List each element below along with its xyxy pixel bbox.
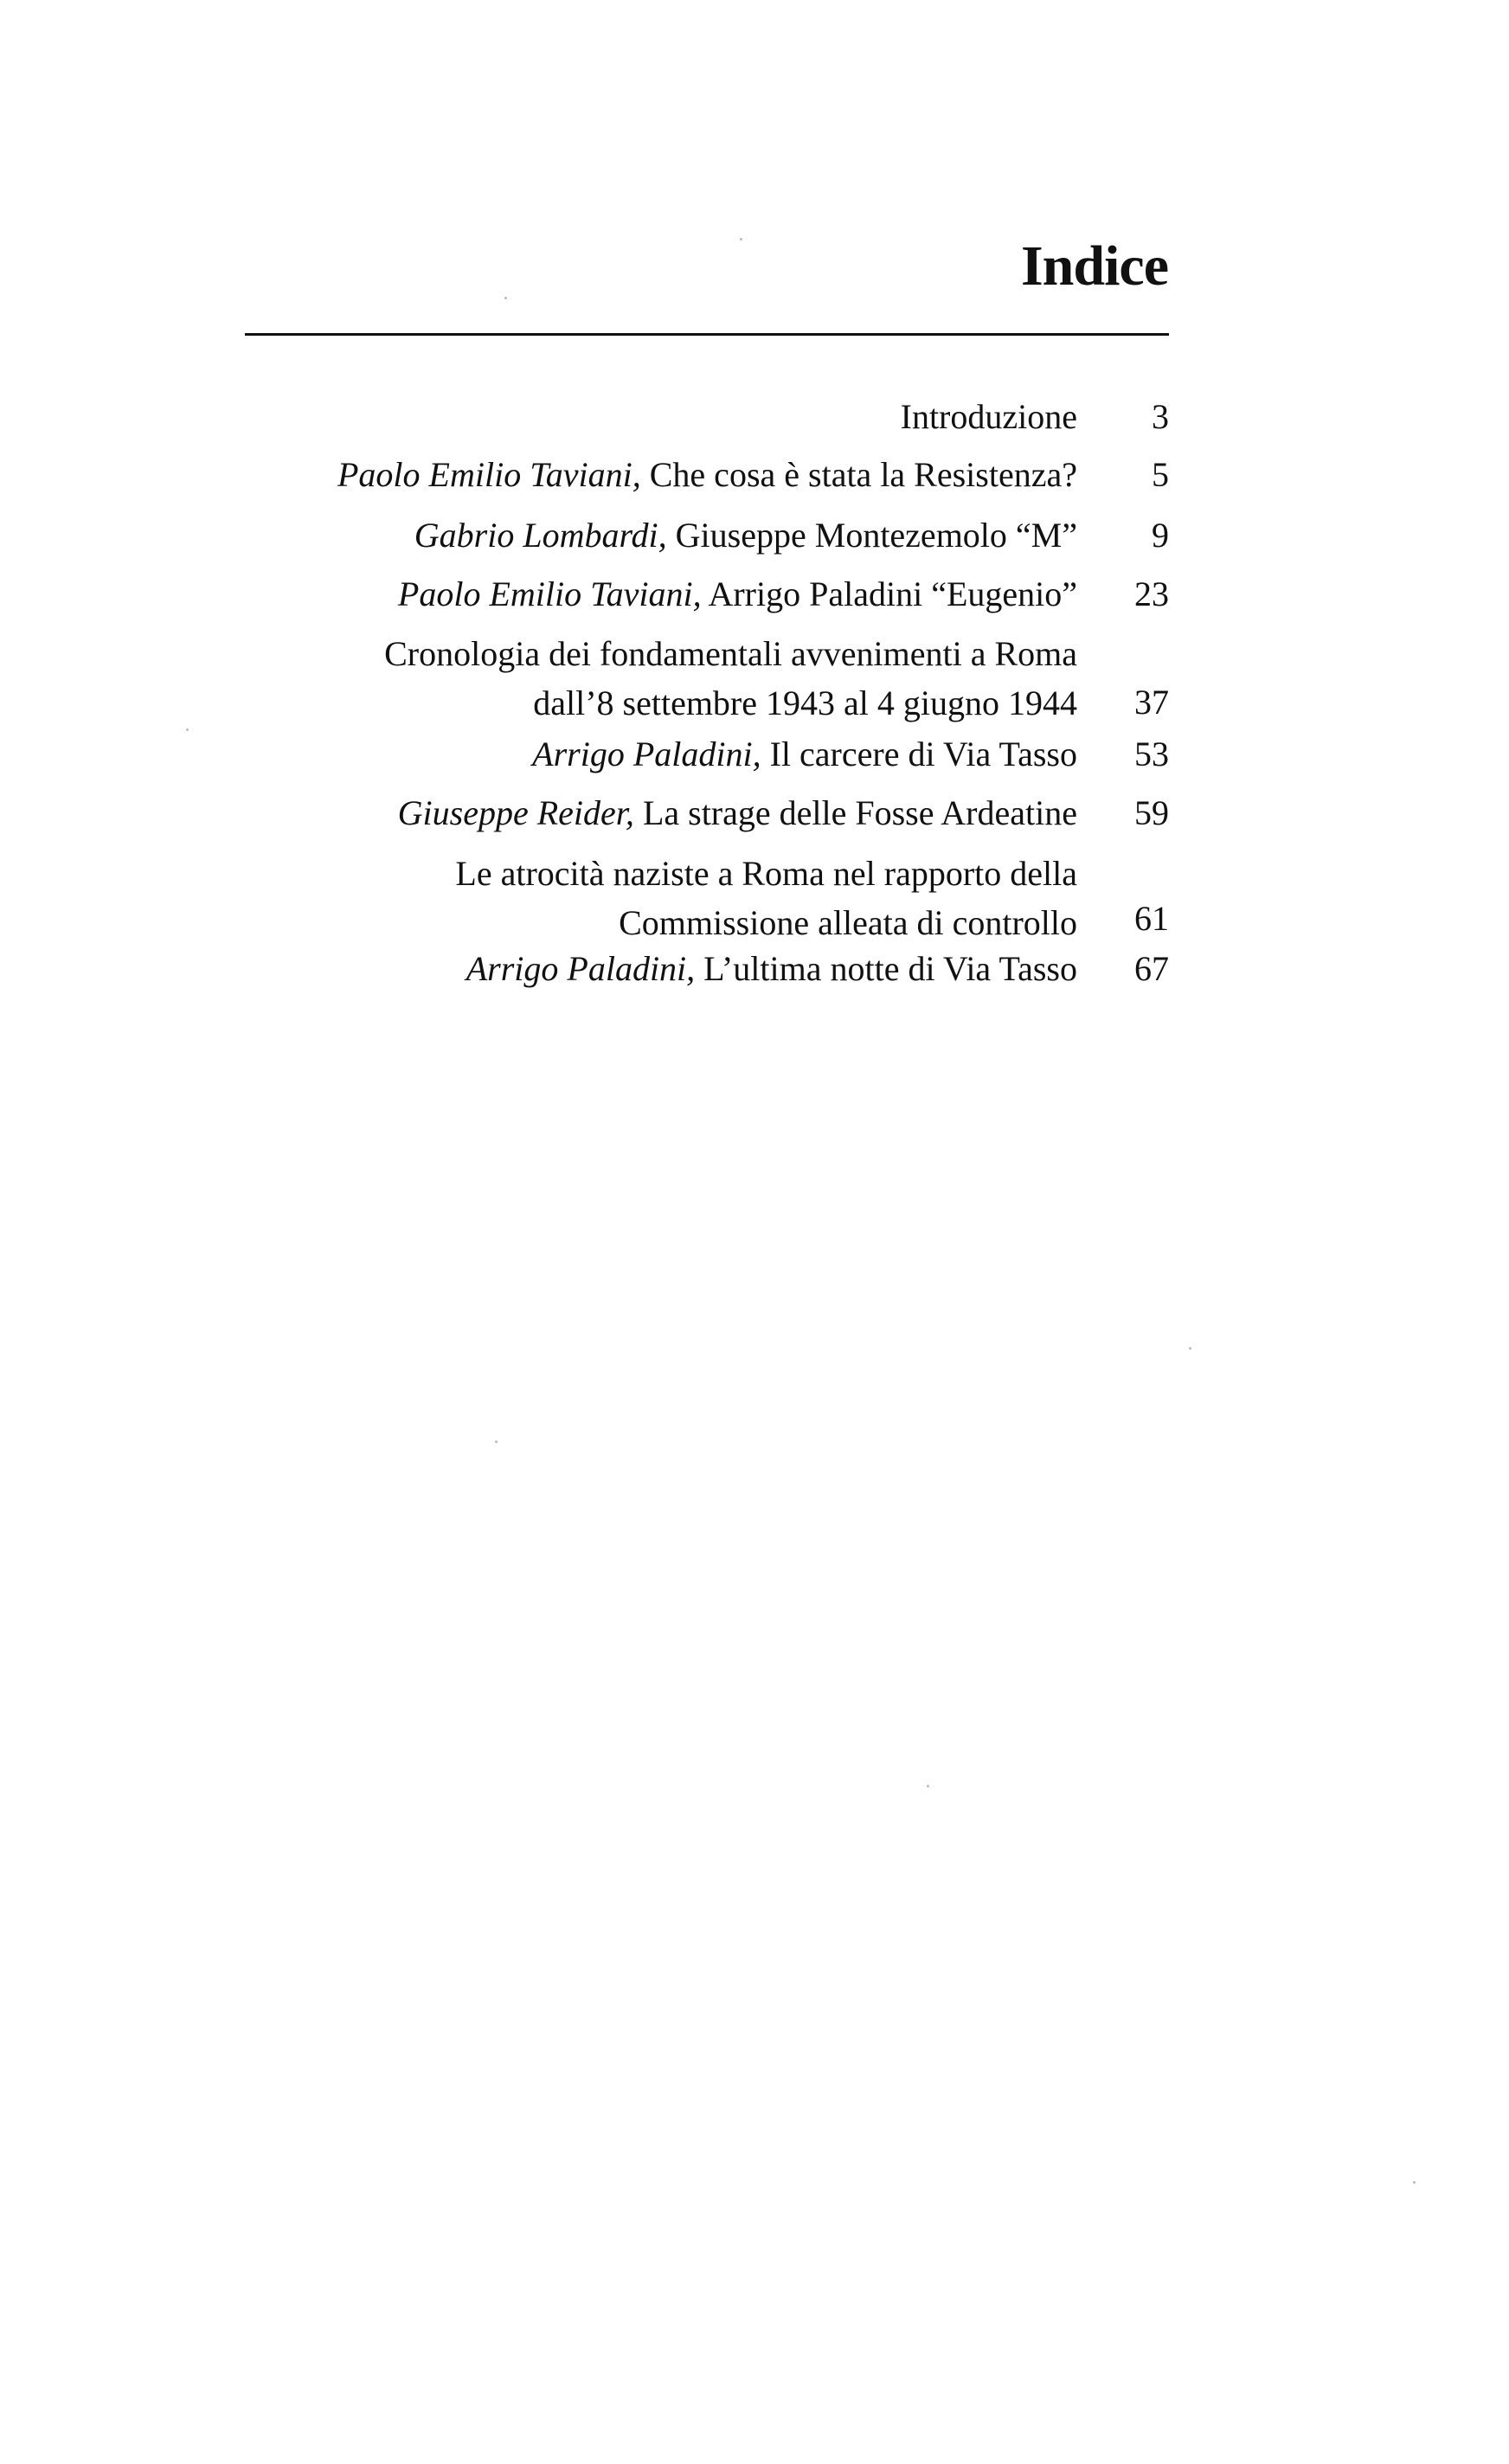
toc-entry-atrocita[interactable] — [245, 848, 1169, 945]
toc-entry-carcere[interactable] — [245, 728, 1169, 780]
toc-entry-author: Paolo Emilio Taviani, — [397, 574, 702, 613]
toc-entry-text — [414, 510, 1077, 561]
toc-entry-title-line2: Commissione alleata di controllo — [619, 903, 1077, 942]
toc-entry-author: Arrigo Paladini, — [466, 949, 696, 988]
toc-entry-author: Paolo Emilio Taviani, — [337, 455, 641, 494]
toc-entry-text — [455, 848, 1077, 949]
toc-entry-page: 3 — [1152, 397, 1169, 436]
toc-entry-montezemolo[interactable] — [245, 510, 1169, 561]
toc-entry-title: Le atrocità naziste a Roma nel rapporto della — [455, 854, 1077, 893]
scan-speck — [1413, 2181, 1416, 2184]
toc-entry-title: Giuseppe Montezemolo “M” — [675, 516, 1077, 555]
toc-entry-page: 23 — [1134, 574, 1169, 613]
toc-entry-introduzione[interactable] — [245, 391, 1169, 443]
page-title: Indice — [1020, 234, 1168, 298]
title-rule — [245, 333, 1169, 336]
scan-speck — [1189, 1347, 1191, 1350]
toc-entry-page: 53 — [1134, 735, 1169, 773]
toc-entry-text — [384, 628, 1077, 729]
toc-entry-page: 9 — [1152, 516, 1169, 555]
scan-speck — [495, 1441, 498, 1443]
toc-entry-page: 67 — [1134, 949, 1169, 988]
toc-entry-title: Arrigo Paladini “Eugenio” — [708, 574, 1077, 613]
scan-speck — [186, 728, 189, 731]
toc-entry-fosse-ardeatine[interactable] — [245, 787, 1169, 839]
toc-entry-page: 59 — [1134, 793, 1169, 832]
toc-entry-title: Che cosa è stata la Resistenza? — [649, 455, 1077, 494]
toc-entry-paladini-eugenio[interactable] — [245, 568, 1169, 620]
toc-entry-author: Arrigo Paladini, — [532, 735, 761, 773]
toc-entry-cronologia[interactable] — [245, 628, 1169, 728]
toc-entry-author: Gabrio Lombardi, — [414, 516, 667, 555]
toc-entry-text — [532, 728, 1077, 780]
toc-entry-title: Introduzione — [900, 397, 1077, 436]
toc-entry-title: La strage delle Fosse Ardeatine — [642, 793, 1077, 832]
toc-entry-text — [337, 449, 1077, 501]
toc-entry-page: 37 — [1134, 683, 1169, 722]
toc-entry-text — [901, 391, 1077, 443]
toc-entry-title: L’ultima notte di Via Tasso — [703, 949, 1077, 988]
toc-entry-text — [398, 787, 1077, 839]
toc-entry-title: Cronologia dei fondamentali avvenimenti a Roma — [384, 634, 1077, 673]
toc-entry-text — [466, 943, 1077, 995]
toc-entry-ultima-notte[interactable] — [245, 943, 1169, 995]
toc-entry-resistenza[interactable] — [245, 449, 1169, 501]
toc-entry-page: 61 — [1134, 899, 1169, 938]
toc-entry-text — [398, 568, 1077, 620]
scan-speck — [504, 297, 507, 299]
toc-entry-author: Giuseppe Reider, — [397, 793, 634, 832]
scan-speck — [740, 238, 742, 241]
toc-entry-title: Il carcere di Via Tasso — [769, 735, 1077, 773]
toc-entry-page: 5 — [1152, 455, 1169, 494]
toc-entry-title-line2: dall’8 settembre 1943 al 4 giugno 1944 — [533, 683, 1077, 722]
scan-speck — [927, 1785, 929, 1787]
